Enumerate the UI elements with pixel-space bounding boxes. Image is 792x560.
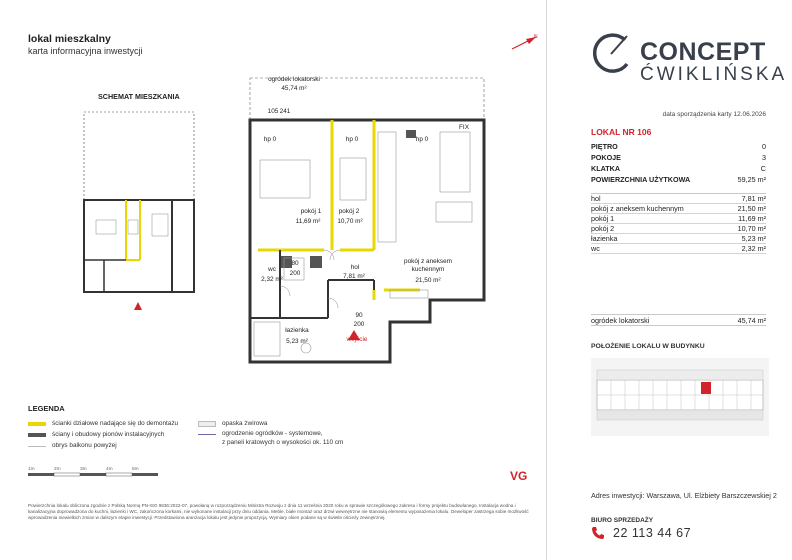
window-dim: 105 [267, 108, 279, 115]
room-row [591, 224, 766, 234]
legend-item [198, 438, 343, 447]
door-dim: 90 [355, 312, 363, 319]
info-value: 0 [762, 142, 766, 151]
garden-name: ogródek lokatorski [591, 316, 650, 325]
legend-right [198, 418, 343, 447]
entrance-label: wejście [346, 336, 368, 343]
schematic-title: SCHEMAT MIESZKANIA [98, 92, 180, 101]
window-mark: hp 0 [415, 136, 429, 143]
unit-highlight [701, 382, 711, 394]
legend-text: ściany i obudowy pionów instalacyjnych [52, 431, 165, 438]
legend-swatch [28, 433, 46, 437]
door-dim: 200 [289, 270, 301, 277]
legend-item [198, 429, 343, 438]
document-subtitle: karta informacyjna inwestycji [28, 46, 143, 56]
room-row [591, 204, 766, 214]
info-value: 59,25 m² [737, 175, 766, 184]
vg-mark: VG [510, 469, 528, 483]
document-title: lokal mieszkalny [28, 33, 111, 45]
room-area: 5,23 m² [741, 234, 766, 243]
info-row [591, 141, 766, 152]
info-value: C [760, 164, 766, 173]
unit-title: LOKAL NR 106 [591, 127, 652, 137]
scale-label: 1m [28, 467, 35, 472]
door-dim: 80 [291, 260, 299, 267]
living-room-label: pokój z aneksem [404, 258, 452, 265]
legend-swatch [198, 421, 216, 427]
room-row [591, 194, 766, 204]
wc-label: wc [268, 266, 276, 273]
disclaimer-note: Powierzchnia lokalu obliczona zgodnie z Polską Normą PN-ISO 9836:2022-07, powołaną w rozporządzeniu Ministra Rozwoju z dnia 11 września 2020 roku w sprawie szczegółowego zakresu i formy projektu budowlanego. Instalacja wodna i kanalizacyjna doprowadzona do kuchni, łazienki i WC, zakończona korkami, nie wykonane instalacji przy dniu oddania. Meble, białe montaż oraz drzwi wewnętrzne nie stanowią elementu wyposażenia lokalu. Deweloper zastrzega sobie możliwość wprowadzenia niewielkich zmian w dalszym etapie inwestycji. Przedstawiona aranżacja lokalu jest jedynie propozycją. Wymiary okien podane są w świetle ościeży zewnętrznej. [28, 503, 529, 520]
phone-number[interactable]: 22 113 44 67 [613, 526, 692, 540]
scale-label: 3m [80, 467, 87, 472]
legend-swatch [198, 433, 216, 435]
sales-office-title: BIURO SPRZEDAŻY [591, 517, 654, 524]
legend-item [28, 429, 178, 440]
room2-label: pokój 2 [338, 208, 360, 215]
legend-swatch [28, 422, 46, 426]
room-name: pokój 1 [591, 214, 615, 223]
info-row [591, 174, 766, 185]
card-date: data sporządzenia karty 12.06.2026 [662, 111, 766, 118]
unit-info-list [591, 141, 766, 185]
hall-label: hol [350, 264, 360, 271]
room1-label: pokój 1 [300, 208, 322, 215]
room-area-table [591, 193, 766, 254]
legend-item [28, 418, 178, 429]
svg-text:N: N [534, 34, 538, 40]
investment-address: Adres inwestycji: Warszawa, Ul. Elżbiety Barszczewskiej 2 [591, 491, 777, 500]
fix-mark: FIX [459, 124, 469, 131]
scale-label: 4m [106, 467, 113, 472]
room-row [591, 214, 766, 224]
room-area: 11,69 m² [738, 214, 766, 223]
info-row [591, 163, 766, 174]
scale-label: 5m [132, 467, 139, 472]
legend-item [28, 440, 178, 451]
scale-bar [28, 472, 168, 478]
room2-area: 10,70 m² [337, 218, 363, 225]
garden-plan-area: 45,74 m² [281, 85, 307, 92]
garden-area: 45,74 m² [737, 316, 766, 325]
brand-name: CONCEPT [640, 38, 766, 66]
legend-text: obrys balkonu powyżej [52, 442, 117, 449]
room-area: 10,70 m² [737, 224, 766, 233]
legend-title: LEGENDA [28, 404, 65, 413]
info-value: 3 [762, 153, 766, 162]
legend-item [198, 418, 343, 429]
window-mark: hp 0 [345, 136, 359, 143]
info-label: POWIERZCHNIA UŻYTKOWA [591, 175, 691, 184]
garden-row [591, 314, 766, 326]
room-area: 21,50 m² [737, 204, 766, 213]
info-label: POKOJE [591, 153, 621, 162]
phone-icon [591, 526, 605, 540]
door-dim: 200 [353, 321, 365, 328]
building-location-map [591, 358, 769, 436]
room-name: hol [591, 194, 601, 203]
living-room-area: 21,50 m² [415, 277, 441, 284]
north-arrow-icon [510, 32, 540, 52]
window-dim: 241 [279, 108, 291, 115]
room-name: łazienka [591, 234, 618, 243]
wc-area: 2,32 m² [261, 276, 283, 283]
legend-text: z paneli kratowych o wysokości ok. 110 cm [222, 439, 344, 446]
room-row [591, 234, 766, 244]
room-area: 2,32 m² [741, 244, 766, 253]
legend-text: ścianki działowe nadające się do demontażu [52, 420, 179, 427]
bathroom-label: łazienka [285, 327, 309, 334]
living-room-label-2: kuchennym [411, 266, 445, 273]
room1-area: 11,69 m² [295, 218, 321, 225]
apartment-schematic [76, 110, 206, 320]
garden-plan-label: ogródek lokatorski [268, 76, 320, 83]
sales-phone [591, 526, 691, 540]
info-label: KLATKA [591, 164, 621, 173]
legend-text: ogrodzenie ogródków - systemowe, [222, 430, 323, 437]
bathroom-area: 5,23 m² [286, 338, 308, 345]
legend-text: opaska żwirowa [222, 420, 268, 427]
info-label: PIĘTRO [591, 142, 618, 151]
room-name: wc [591, 244, 600, 253]
room-name: pokój z aneksem kuchennym [591, 204, 684, 213]
legend-left [28, 418, 178, 451]
room-row [591, 244, 766, 254]
location-title: POŁOŻENIE LOKALU W BUDYNKU [591, 343, 705, 350]
column-divider [546, 0, 547, 560]
window-mark: hp 0 [263, 136, 277, 143]
room-name: pokój 2 [591, 224, 615, 233]
legend-swatch [28, 445, 46, 447]
room-area: 7,81 m² [741, 194, 766, 203]
brand-subname: ĆWIKLIŃSKA [640, 64, 788, 85]
info-row [591, 152, 766, 163]
hall-area: 7,81 m² [343, 273, 365, 280]
scale-label: 2m [54, 467, 61, 472]
concept-logo-icon [589, 30, 635, 76]
